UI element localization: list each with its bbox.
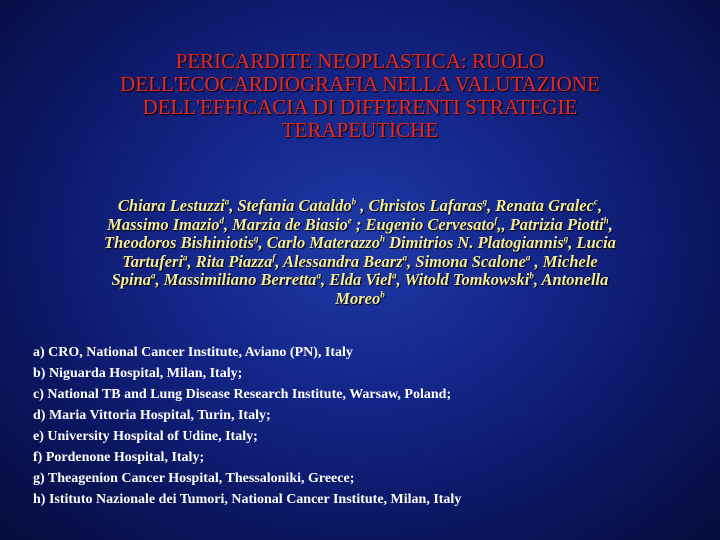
author-text: , Michele: [530, 251, 598, 271]
affiliation-item: c) National TB and Lung Disease Research Institute, Warsaw, Poland;: [33, 387, 452, 402]
author-text: , Carlo Materazzo: [258, 233, 380, 252]
title-line: PERICARDITE NEOPLASTICA: RUOLO: [175, 49, 545, 73]
affiliation-mark: b: [351, 196, 357, 207]
author-text: , Elda Viel: [320, 270, 392, 289]
author-text: , Lucia: [568, 233, 616, 252]
author-text: Moreo: [335, 288, 381, 308]
author-line: [20, 253, 700, 272]
affiliation-mark: c: [593, 196, 598, 207]
affiliation-mark: a: [183, 252, 188, 262]
author-text: , Massimiliano Berretta: [155, 270, 317, 289]
author-text: , Simona Scalone: [407, 251, 526, 271]
affiliation-item: f) Pordenone Hospital, Italy;: [33, 450, 205, 465]
affiliation-mark: a: [392, 270, 397, 281]
affiliation-mark: a: [316, 270, 321, 281]
affiliation-mark: e: [347, 215, 352, 225]
author-text: ; Eugenio Cervesato: [351, 214, 495, 234]
affiliation-mark: g: [482, 196, 488, 207]
affiliation-item: e) University Hospital of Udine, Italy;: [33, 429, 258, 444]
affiliation-mark: a: [402, 252, 408, 262]
author-text: , Marzia de Biasio: [224, 214, 348, 234]
affiliation-mark: f: [494, 215, 498, 225]
author-text: Tartuferi: [122, 251, 184, 271]
affiliation-mark: g: [253, 233, 259, 244]
author-text: Dimitrios N. Platogiannis: [384, 233, 564, 252]
author-text: Theodoros Bishiniotis: [104, 233, 254, 252]
author-text: ,: [597, 196, 603, 215]
author-text: ,, Patrizia Piotti: [497, 214, 604, 234]
affiliation-mark: h: [379, 233, 385, 244]
affiliation-item: g) Theagenion Cancer Hospital, Thessaloniki, Greece;: [33, 471, 355, 486]
author-text: , Witold Tomkowski: [396, 270, 530, 289]
affiliation-item: h) Istituto Nazionale dei Tumori, National Cancer Institute, Milan, Italy: [33, 492, 462, 507]
affiliation-mark: d: [219, 215, 224, 225]
title-line: TERAPEUTICHE: [281, 118, 439, 142]
affiliation-mark: h: [603, 215, 609, 225]
author-text: , Stefania Cataldo: [229, 196, 352, 215]
affiliation-mark: a: [224, 196, 230, 207]
author-text: , Christos Lafaras: [356, 196, 483, 215]
affiliation-mark: f: [272, 252, 276, 262]
author-line: [20, 271, 700, 290]
author-text: , Alessandra Bearz: [275, 251, 403, 271]
author-text: , Renata Gralec: [487, 196, 594, 215]
affiliation-item: a) CRO, National Cancer Institute, Aviano (PN), Italy: [33, 345, 353, 360]
author-line: [20, 290, 700, 309]
affiliation-mark: b: [529, 270, 534, 281]
title-line: DELL'ECOCARDIOGRAFIA NELLA VALUTAZIONE: [120, 72, 600, 96]
author-line: [20, 216, 700, 235]
author-line: [20, 234, 700, 253]
author-text: Chiara Lestuzzi: [117, 196, 225, 215]
author-text: Spina: [111, 270, 152, 289]
author-text: Massimo Imazio: [107, 214, 220, 234]
author-text: ,: [608, 214, 613, 234]
author-line: [20, 197, 700, 216]
affiliation-mark: a: [151, 270, 156, 281]
author-list: [20, 197, 700, 308]
title-line: DELL'EFFICACIA DI DIFFERENTI STRATEGIE: [142, 95, 578, 119]
affiliation-mark: g: [563, 233, 569, 244]
affiliation-list: [33, 342, 703, 510]
author-text: , Antonella: [533, 270, 609, 289]
affiliation-mark: b: [380, 289, 385, 299]
slide-title: [20, 50, 700, 142]
affiliation-item: d) Maria Vittoria Hospital, Turin, Italy;: [33, 408, 271, 423]
affiliation-mark: a: [525, 252, 531, 262]
affiliation-item: b) Niguarda Hospital, Milan, Italy;: [33, 366, 243, 381]
author-text: , Rita Piazza: [187, 251, 273, 271]
